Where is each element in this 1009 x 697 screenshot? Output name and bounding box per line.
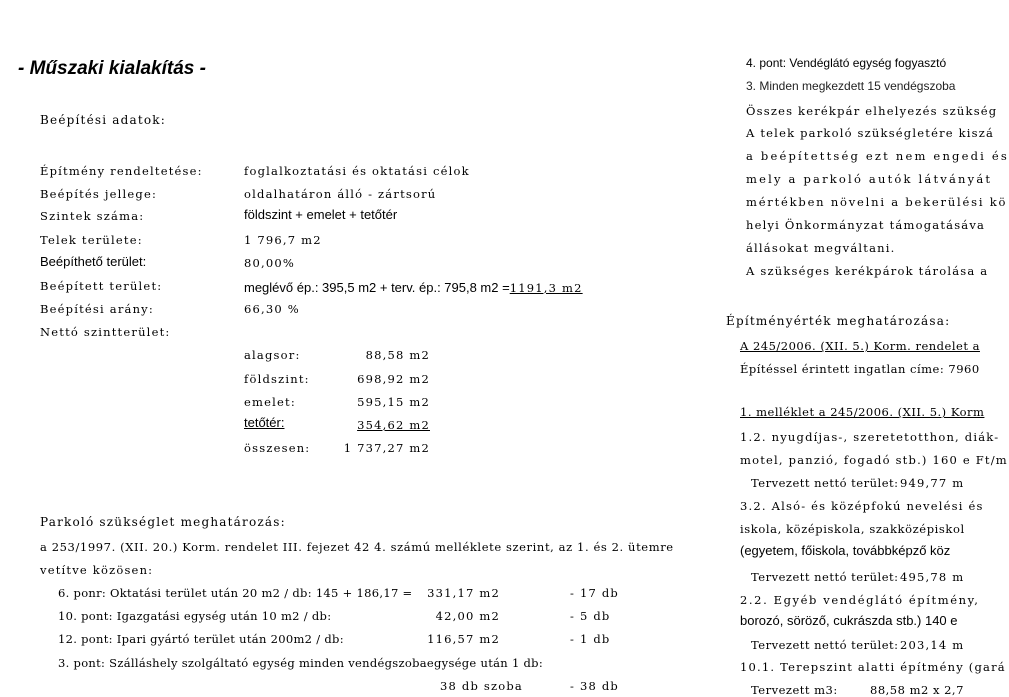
p101-value: 88,58 m2 x 2,7 [870,683,964,697]
value-telek: 1 796,7 m2 [244,233,322,247]
right-line: Összes kerékpár elhelyezés szükség [746,104,998,118]
p12-line1: 1.2. nyugdíjas-, szeretetotthon, diák- [740,430,1000,444]
right-line: mely a parkoló autók látványát [746,172,993,186]
p22-label: Tervezett nettó terület: [751,638,899,652]
value-beepitheto: 80,00% [244,256,296,270]
level-name-tetoter: tetőtér: [244,415,285,430]
label-beepitheto: Beépíthető terület: [40,254,147,269]
parking-item-count: - 5 db [570,609,611,623]
level-area-tetoter: 354,62 m2 [357,418,430,432]
label-beepitett: Beépített terület: [40,279,163,293]
label-jellege: Beépítés jellege: [40,187,158,201]
parking-item-count: - 17 db [570,586,619,600]
right-line: 4. pont: Vendéglátó egység fogyasztó [746,56,947,70]
parking-item-area: 331,17 m2 [427,586,500,600]
level-name-alagsor: alagsor: [244,348,301,362]
p32-value: 495,78 m [900,570,965,584]
parking-item-area: 116,57 m2 [427,632,500,646]
parking-item-3-count: - 38 db [570,679,619,693]
page-title: - Műszaki kialakítás - [18,58,206,79]
level-name-emelet: emelet: [244,395,296,409]
label-netto: Nettó szintterület: [40,325,171,339]
level-name-foldszint: földszint: [244,372,310,386]
parking-heading: Parkoló szükséglet meghatározás: [40,515,286,529]
parking-item-desc: 12. pont: Ipari gyártó terület után 200m2 / db: [58,632,344,646]
parking-item-desc: 10. pont: Igazgatási egység után 10 m2 / db: [58,609,332,623]
label-rendeltetes: Építmény rendeltetése: [40,164,203,178]
parking-item-area: 42,00 m2 [435,609,500,623]
right-line: állásokat megváltani. [746,241,896,255]
right-line: A szükséges kerékpárok tárolása a [746,264,989,278]
label-szintek: Szintek száma: [40,209,145,223]
value-beepitett-total: 1191,3 m2 [509,281,583,295]
level-area-foldszint: 698,92 m2 [357,372,430,386]
rendelet-reference: A 245/2006. (XII. 5.) Korm. rendelet a [740,339,980,353]
ertek-heading: Építményérték meghatározása: [726,314,951,328]
right-line: helyi Önkormányzat támogatásáva [746,218,986,232]
level-area-osszesen: 1 737,27 m2 [343,441,430,455]
p12-label: Tervezett nettó terület: [751,476,899,490]
right-line: 3. Minden megkezdett 15 vendégszoba [746,79,956,93]
parking-item-3-desc: 3. pont: Szálláshely szolgáltató egység minden vendégszobaegysége után 1 db: [58,656,544,670]
p32-line1: 3.2. Alsó- és középfokú nevelési és [740,499,984,513]
p32-line2: iskola, középiskola, szakközépiskol [740,522,965,536]
value-rendeltetes: foglalkoztatási és oktatási célok [244,164,470,178]
p32-line3: (egyetem, főiskola, továbbképző köz [740,543,951,558]
parking-item-count: - 1 db [570,632,611,646]
parking-item-3-qty: 38 db szoba [440,679,523,693]
value-beepitett-calc: meglévő ép.: 395,5 m2 + terv. ép.: 795,8 m2 = [244,280,510,295]
value-szintek: földszint + emelet + tetőtér [244,207,398,222]
right-line: a beépítettség ezt nem engedi és [746,149,1009,163]
p12-value: 949,77 m [900,476,965,490]
value-arany: 66,30 % [244,302,300,316]
ingatlan-cime: Építéssel érintett ingatlan címe: 7960 [740,362,980,376]
value-jellege: oldalhatáron álló - zártsorú [244,187,437,201]
p22-line1: 2.2. Egyéb vendéglátó építmény, [740,593,980,607]
value-beepitett [244,277,583,296]
level-name-osszesen: összesen: [244,441,311,455]
parking-item-desc: 6. ponr: Oktatási terület után 20 m2 / db: 145 + 186,17 = [58,586,413,600]
parking-intro-line2: vetítve közösen: [40,563,154,577]
p22-line2: borozó, söröző, cukrászda stb.) 140 e [740,613,958,628]
p12-line2: motel, panzió, fogadó stb.) 160 e Ft/m [740,453,1008,467]
p101-line: 10.1. Terepszint alatti építmény (gará [740,660,1006,674]
section-heading-beepitesi-adatok: Beépítési adatok: [40,113,167,127]
level-area-alagsor: 88,58 m2 [365,348,430,362]
p22-value: 203,14 m [900,638,965,652]
parking-intro-line1: a 253/1997. (XII. 20.) Korm. rendelet III. fejezet 42 4. számú melléklete szerint, az 1. és 2. ütemre [40,540,674,554]
label-arany: Beépítési arány: [40,302,154,316]
level-area-emelet: 595,15 m2 [357,395,430,409]
melleklet-reference: 1. melléklet a 245/2006. (XII. 5.) Korm [740,405,985,419]
label-telek: Telek területe: [40,233,143,247]
right-line: A telek parkoló szükségletére kiszá [746,126,995,140]
p32-label: Tervezett nettó terület: [751,570,899,584]
right-line: mértékben növelni a bekerülési kö [746,195,1008,209]
p101-label: Tervezett m3: [751,683,838,697]
